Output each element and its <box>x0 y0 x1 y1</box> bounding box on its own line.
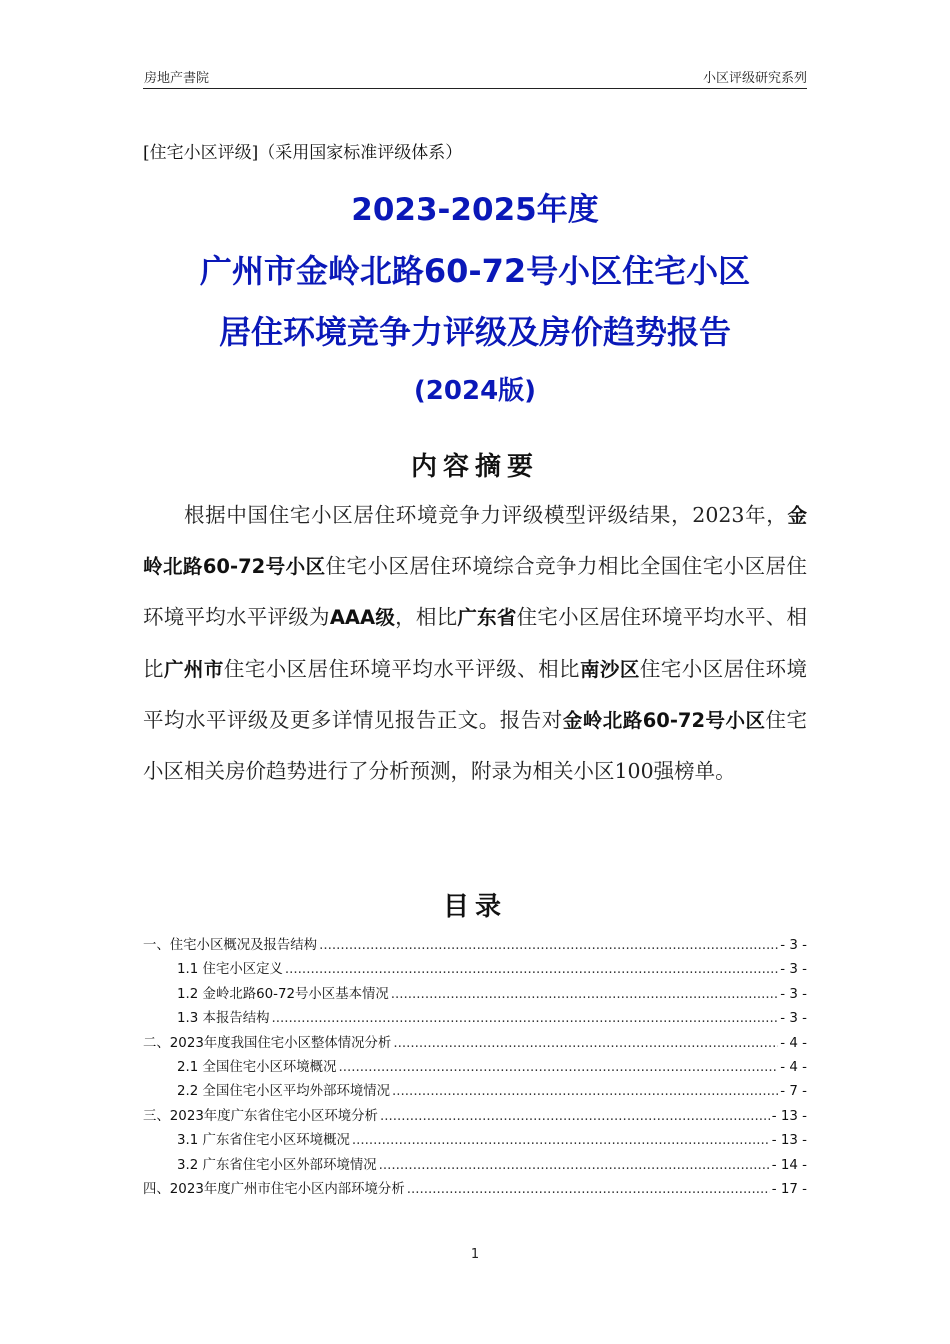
toc-dot-leader <box>380 1109 770 1124</box>
toc-entry-page: - 7 - <box>780 1084 807 1100</box>
toc-entry-label: 1.3 本报告结构 <box>177 1011 270 1027</box>
header-series: 小区评级研究系列 <box>702 71 807 86</box>
abstract-text: 住宅小区居住环境平均水平、相比 <box>143 605 808 681</box>
toc-entry-label: 1.2 金岭北路60-72号小区基本情况 <box>177 986 389 1002</box>
abstract-emphasis: 南沙区 <box>579 657 640 681</box>
toc-entry-page: - 3 - <box>780 1011 807 1027</box>
header-publisher: 房地产書院 <box>144 71 210 86</box>
toc-entry-label: 2.1 全国住宅小区环境概况 <box>177 1059 337 1075</box>
toc-dot-leader <box>391 987 779 1002</box>
toc-entry-label: 3.2 广东省住宅小区外部环境情况 <box>177 1157 377 1173</box>
toc-entry[interactable] <box>143 1154 807 1178</box>
toc-entry-page: - 17 - <box>771 1181 807 1197</box>
toc-dot-leader <box>379 1158 770 1173</box>
toc-entry-page: - 3 - <box>780 962 807 978</box>
abstract-text: 住宅小区居住环境综合竞争力相比全国住宅小区居住环境平均水平评级为 <box>143 554 808 630</box>
abstract-text: ，相比 <box>395 605 458 630</box>
toc-entry[interactable] <box>143 983 807 1007</box>
toc-entry-page: - 13 - <box>771 1108 807 1124</box>
abstract-emphasis: 金岭北路60-72号小区 <box>143 504 807 579</box>
toc-entry[interactable] <box>143 1007 807 1031</box>
abstract-heading: 内容摘要 <box>410 452 539 482</box>
toc-entry-label: 一、住宅小区概况及报告结构 <box>143 938 318 953</box>
toc-dot-leader <box>272 1011 779 1026</box>
page-header <box>143 64 807 89</box>
abstract-text: 根据中国住宅小区居住环境竞争力评级模型评级结果，2023年， <box>184 503 788 527</box>
toc-entry-label: 四、2023年度广州市住宅小区内部环境分析 <box>143 1181 405 1197</box>
toc-entry-label: 3.1 广东省住宅小区环境概况 <box>177 1133 350 1149</box>
abstract-text: 住宅小区居住环境平均水平评级及更多详情见报告正文。报告对 <box>143 656 807 732</box>
abstract-emphasis: 广东省 <box>457 606 517 630</box>
title-subject: 广州市金岭北路60-72号小区住宅小区 <box>199 252 751 290</box>
toc-dot-leader <box>285 962 778 977</box>
abstract-text: 住宅小区相关房价趋势进行了分析预测，附录为相关小区100强榜单。 <box>143 707 808 784</box>
toc-entry[interactable] <box>143 934 807 958</box>
title-edition: (2024版) <box>413 376 537 406</box>
title-topic: 居住环境竞争力评级及房价趋势报告 <box>218 313 731 351</box>
toc-entry[interactable] <box>143 1032 807 1056</box>
toc-dot-leader <box>393 1036 778 1051</box>
table-of-contents <box>143 934 807 1202</box>
toc-entry-page: - 4 - <box>780 1035 807 1051</box>
toc-entry-page: - 3 - <box>780 986 807 1002</box>
toc-entry[interactable] <box>143 1080 807 1104</box>
toc-entry-label: 1.1 住宅小区定义 <box>177 962 283 978</box>
abstract-text: 住宅小区居住环境平均水平评级、相比 <box>223 656 580 681</box>
toc-entry-page: - 14 - <box>771 1157 807 1173</box>
toc-entry-page: - 3 - <box>780 938 807 953</box>
toc-entry-label: 三、2023年度广东省住宅小区环境分析 <box>143 1108 378 1124</box>
toc-entry-page: - 4 - <box>780 1059 807 1075</box>
toc-entry-page: - 13 - <box>771 1133 807 1149</box>
toc-dot-leader <box>338 1060 778 1075</box>
title-year: 2023-2025年度 <box>351 192 599 228</box>
abstract-emphasis: 金岭北路60-72号小区 <box>562 708 766 732</box>
toc-entry[interactable] <box>143 1129 807 1153</box>
abstract-emphasis: 广州市 <box>163 657 224 681</box>
abstract-body <box>143 490 807 796</box>
toc-entry-label: 二、2023年度我国住宅小区整体情况分析 <box>143 1035 392 1051</box>
toc-dot-leader <box>392 1084 778 1099</box>
toc-dot-leader <box>352 1133 770 1148</box>
toc-entry-label: 2.2 全国住宅小区平均外部环境情况 <box>177 1084 391 1100</box>
toc-dot-leader <box>407 1182 770 1197</box>
toc-entry[interactable] <box>143 958 807 982</box>
toc-entry[interactable] <box>143 1178 807 1202</box>
toc-entry[interactable] <box>143 1056 807 1080</box>
report-tagline: [住宅小区评级]（采用国家标准评级体系） <box>143 143 463 163</box>
toc-dot-leader <box>319 938 778 953</box>
toc-heading: 目录 <box>442 892 507 922</box>
abstract-emphasis: AAA级 <box>329 606 396 630</box>
toc-entry[interactable] <box>143 1105 807 1129</box>
page-number: 1 <box>470 1247 480 1262</box>
